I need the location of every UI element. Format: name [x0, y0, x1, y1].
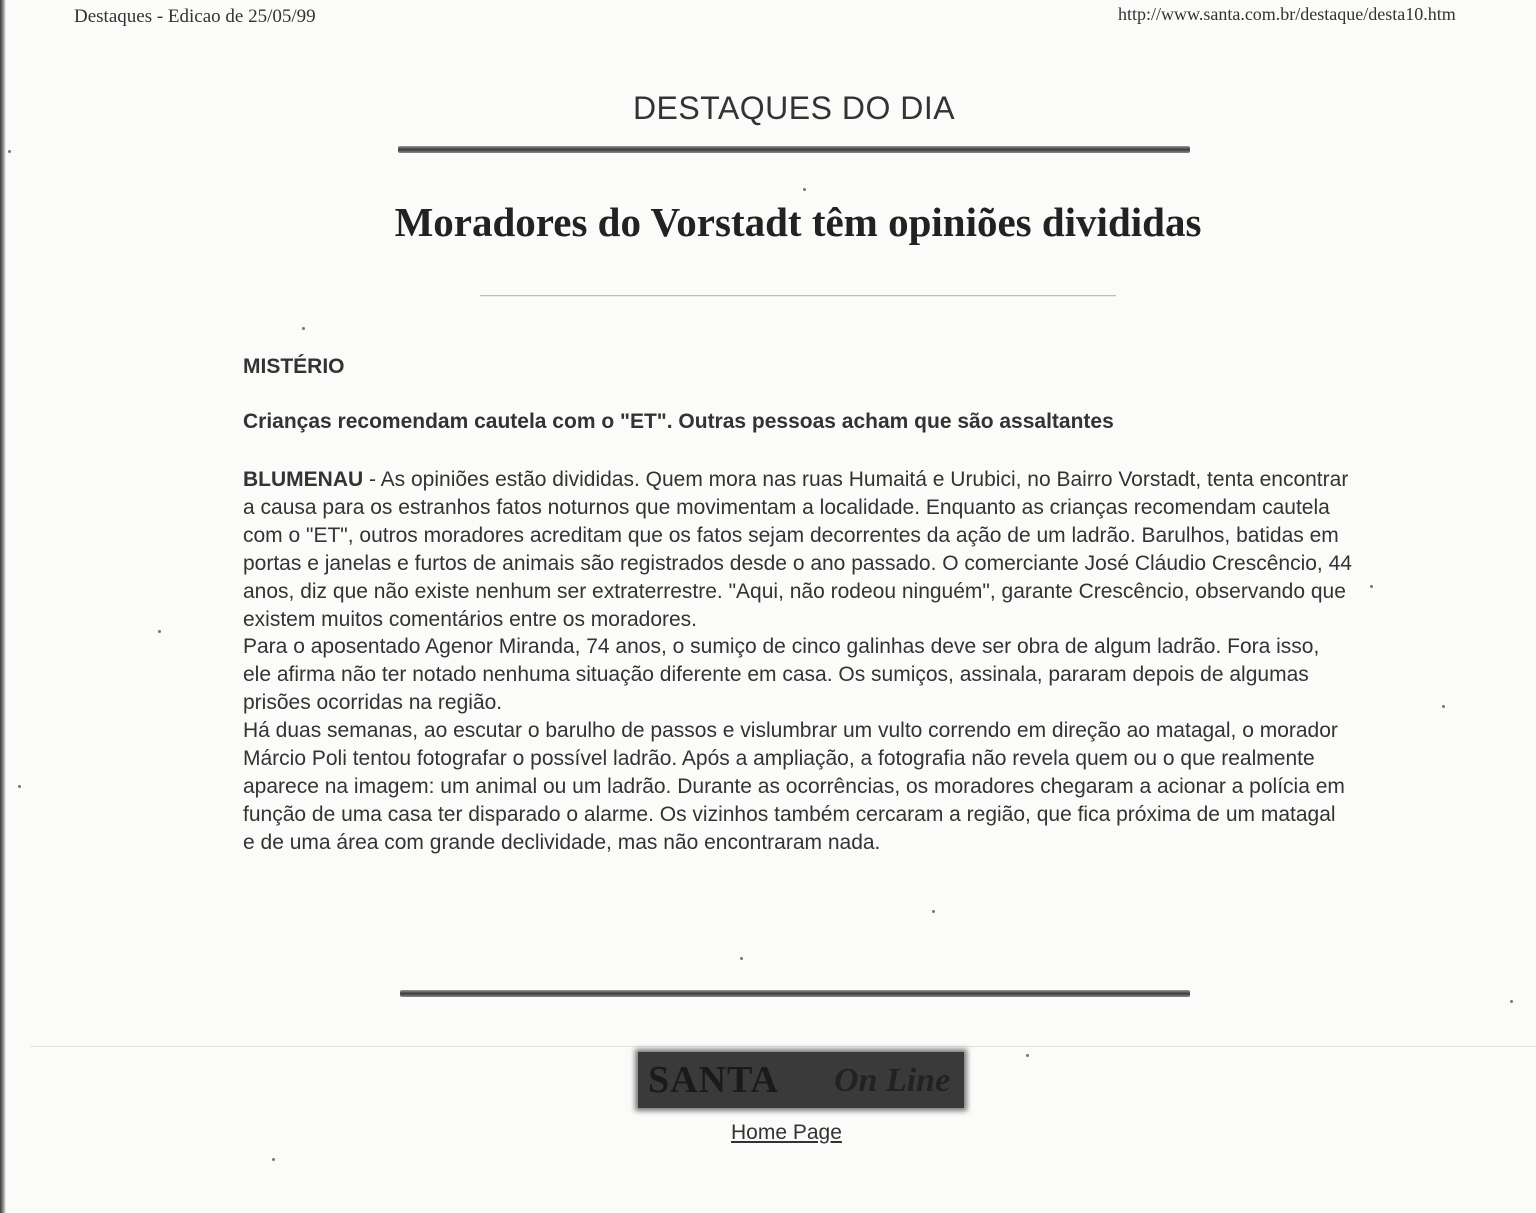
scan-speck	[302, 327, 305, 330]
article-body	[243, 466, 1353, 857]
site-logo-banner[interactable]	[638, 1052, 964, 1108]
banner-logo-text: SANTA	[648, 1059, 779, 1101]
paragraph-text: - As opiniões estão divididas. Quem mora nas ruas Humaitá e Urubici, no Bairro Vorstadt, tenta encontrar a causa para os estranhos fatos noturnos que movimentam a localidade. Enquanto as crianças recomendam cautela com o "ET", outros moradores acreditam que os fatos sejam decorrentes da ação de um ladrão. Barulhos, batidas em portas e janelas e furtos de animais são registrados desde o ano passado. O comerciante José Cláudio Crescêncio, 44 anos, diz que não existe nenhum ser extraterrestre. "Aqui, não rodeou ninguém", garante Crescêncio, observando que existem muitos comentários entre os moradores.	[243, 468, 1352, 631]
scan-speck	[740, 957, 743, 960]
scan-edge	[0, 0, 6, 1213]
scan-speck	[932, 910, 935, 913]
scan-speck	[1370, 585, 1373, 588]
article-paragraph: Há duas semanas, ao escutar o barulho de passos e vislumbrar um vulto correndo em direção ao matagal, o morador Márcio Poli tentou fotografar o possível ladrão. Após a ampliação, a fotografia não revela quem ou o que realmente aparece na imagem: um animal ou um ladrão. Durante as ocorrências, os moradores chegaram a acionar a polícia em função de uma casa ter disparado o alarme. Os vizinhos também cercaram a região, que fica próxima de um matagal e de uma área com grande declividade, mas não encontraram nada.	[243, 719, 1345, 854]
page-fold	[30, 1046, 1536, 1047]
article-headline: Moradores do Vorstadt têm opiniões divididas	[394, 199, 1202, 245]
scan-speck	[272, 1158, 275, 1161]
bottom-divider	[400, 990, 1190, 997]
article-paragraph	[243, 466, 1353, 633]
home-page-link[interactable]: Home Page	[731, 1121, 842, 1144]
dateline: BLUMENAU	[243, 468, 364, 491]
article-paragraph: Para o aposentado Agenor Miranda, 74 anos, o sumiço de cinco galinhas deve ser obra de algum ladrão. Fora isso, ele afirma não ter notado nenhuma situação diferente em casa. Os sumiços, assinala, pararam depois de algumas prisões ocorridas na região.	[243, 635, 1320, 715]
scan-speck	[18, 785, 21, 788]
article-subhead: Crianças recomendam cautela com o "ET". Outras pessoas acham que são assaltantes	[243, 410, 1114, 433]
scan-speck	[158, 630, 161, 633]
print-header-url: http://www.santa.com.br/destaque/desta10.htm	[1118, 4, 1456, 24]
scan-speck	[8, 150, 11, 153]
scan-speck	[803, 188, 806, 191]
print-header-title: Destaques - Edicao de 25/05/99	[74, 6, 316, 27]
scan-speck	[1026, 1054, 1029, 1057]
section-title: DESTAQUES DO DIA	[632, 90, 956, 126]
banner-logo-script: On Line	[834, 1062, 951, 1099]
headline-rule	[480, 295, 1116, 297]
scan-speck	[1442, 705, 1445, 708]
scan-speck	[1510, 1000, 1513, 1003]
top-divider	[398, 146, 1190, 153]
article-kicker: MISTÉRIO	[243, 355, 345, 378]
